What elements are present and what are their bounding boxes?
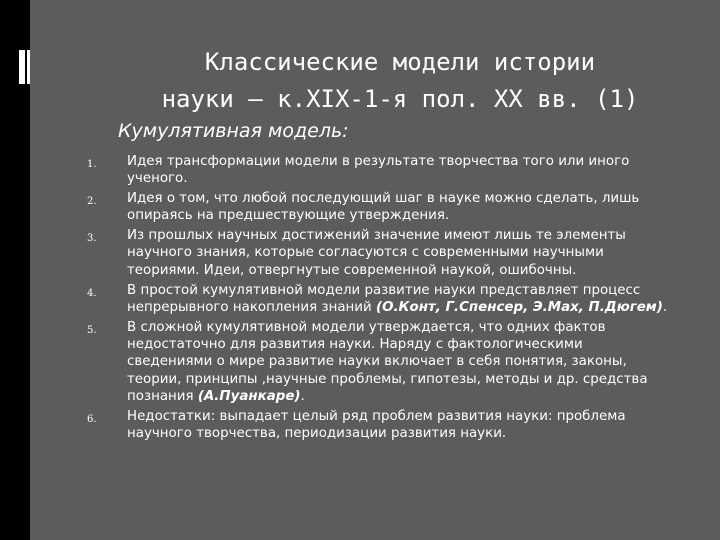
item-text: Идея трансформации модели в результате творчества того или иного ученого. bbox=[127, 154, 630, 187]
item-text: В простой кумулятивной модели развитие науки представляет процесс непрерывного накопления знаний bbox=[127, 282, 641, 315]
item-authors: (А.Пуанкаре) bbox=[197, 388, 301, 404]
item-number: 3. bbox=[87, 233, 97, 245]
item-number: 4. bbox=[87, 287, 97, 299]
list-item bbox=[0, 153, 672, 188]
list-item bbox=[0, 190, 672, 225]
item-number: 2. bbox=[87, 196, 97, 208]
item-text: Из прошлых научных достижений значение имеют лишь те элементы научного знания, которые согласуются с современными научными теориями. Идеи, отвергнутые современной наукой, ошибочны. bbox=[127, 228, 626, 278]
list-item bbox=[0, 319, 672, 405]
list-item bbox=[0, 227, 672, 279]
accent-bar-outer bbox=[19, 50, 25, 84]
list-item bbox=[0, 408, 672, 443]
item-authors: (О.Конт, Г.Спенсер, Э.Мах, П.Дюгем) bbox=[375, 299, 663, 315]
item-number: 5. bbox=[87, 324, 97, 336]
slide-title bbox=[110, 44, 690, 118]
title-line-1: Классические модели истории bbox=[204, 48, 596, 76]
item-tail: . bbox=[300, 388, 305, 404]
item-text: Идея о том, что любой последующий шаг в науке можно сделать, лишь опираясь на предшествующие утверждения. bbox=[127, 191, 640, 224]
item-number: 6. bbox=[87, 413, 97, 425]
slide-subtitle: Кумулятивная модель: bbox=[118, 120, 349, 142]
item-text: В сложной кумулятивной модели утверждается, что одних фактов недостаточно для развития науки. Наряду с фактологическими сведениями о мире развитие науки включает в себя понятия, законы, теории, принципы ,научные проблемы, гипотезы, методы и др. средства познания bbox=[127, 319, 648, 404]
accent-bar-inner bbox=[27, 50, 30, 84]
title-line-2: науки – к.XIX-1-я пол. XX вв. (1) bbox=[161, 85, 639, 113]
numbered-list bbox=[0, 153, 720, 445]
item-number: 1. bbox=[87, 159, 97, 170]
list-item bbox=[0, 282, 672, 317]
item-text: Недостатки: выпадает целый ряд проблем развития науки: проблема научного творчества, периодизации развития науки. bbox=[127, 408, 626, 441]
item-tail: . bbox=[662, 299, 668, 315]
